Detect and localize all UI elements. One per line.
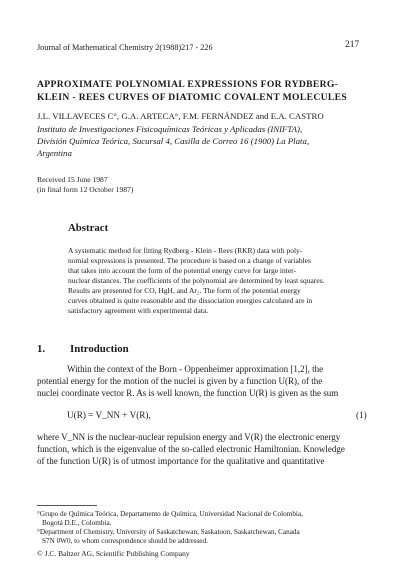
received-date: Received 15 June 1987	[37, 175, 108, 184]
footnote-divider	[37, 505, 97, 506]
abstract-line: nomial expressions is presented. The procedure is based on a change of variables	[68, 256, 311, 265]
body-text-line: Within the context of the Born - Oppenheimer approximation [1,2], the	[67, 364, 324, 374]
affiliation-line-3: Argentina	[37, 148, 72, 158]
author-list: J.L. VILLAVECES C°, G.A. ARTECA°, F.M. FERNÁNDEZ and E.A. CASTRO	[37, 111, 324, 121]
footnote-2-line-2: S7N 0W0, to whom correspondence should be addressed.	[42, 537, 208, 545]
abstract-line: Results are presented for CO, HgH, and Ar₂. The form of the potential energy	[68, 286, 301, 295]
page-number: 217	[345, 40, 360, 50]
article-title-line-2: KLEIN - REES CURVES OF DIATOMIC COVALENT MOLECULES	[37, 92, 348, 103]
abstract-line: A systematic method for fitting Rydberg - Klein - Rees (RKR) data with poly-	[68, 246, 303, 255]
abstract-heading: Abstract	[68, 222, 109, 234]
affiliation-line-1: Instituto de Investigaciones Fisicoquímicas Teóricas y Aplicadas (INIFTA),	[37, 124, 303, 134]
abstract-line: curves obtained is quite reasonable and the dissociation energies calculated are in	[68, 296, 313, 305]
equation: U(R) = V_NN + V(R),	[67, 410, 151, 420]
body-text-line: where V_NN is the nuclear-nuclear repulsion energy and V(R) the electronic energy	[37, 432, 341, 442]
body-text-line: potential energy for the motion of the nuclei is given by a function U(R), of the	[37, 376, 323, 386]
abstract-line: that takes into account the form of the potential energy curve for large inter-	[68, 266, 297, 275]
footnote-1-line-1: °Grupo de Química Teórica, Departamento de Química, Universidad Nacional de Colombia,	[37, 510, 303, 518]
journal-citation: Journal of Mathematical Chemistry 2(1988)217 - 226	[37, 43, 213, 52]
body-text-line: nuclei coordinate vector R. As is well known, the function U(R) is given as the sum	[37, 388, 339, 398]
section-number: 1.	[37, 343, 46, 355]
copyright-notice: © J.C. Baltzer AG, Scientific Publishing Company	[37, 549, 190, 558]
article-title-line-1: APPROXIMATE POLYNOMIAL EXPRESSIONS FOR RYDBERG-	[37, 79, 339, 90]
abstract-line: nuclear distances. The coefficients of the polynomial are determined by least squares.	[68, 276, 325, 285]
section-title: Introduction	[70, 343, 129, 355]
footnote-1-line-2: Bogotá D.E., Colombia.	[42, 519, 112, 527]
equation-number: (1)	[356, 410, 367, 420]
affiliation-line-2: División Química Teórica, Sucursal 4, Casilla de Correo 16 (1900) La Plata,	[37, 136, 310, 146]
footnote-2-line-1: °Department of Chemistry, University of Saskatchewan, Saskatoon, Saskatchewan, Canada	[37, 528, 300, 536]
body-text-line: function, which is the eigenvalue of the so-called electronic Hamiltonian. Knowledge	[37, 444, 345, 454]
abstract-line: satisfactory agreement with experimental data.	[68, 306, 209, 315]
body-text-line: of the function U(R) is of utmost importance for the qualitative and quantitative	[37, 456, 325, 466]
final-form-date: (in final form 12 October 1987)	[37, 185, 134, 194]
